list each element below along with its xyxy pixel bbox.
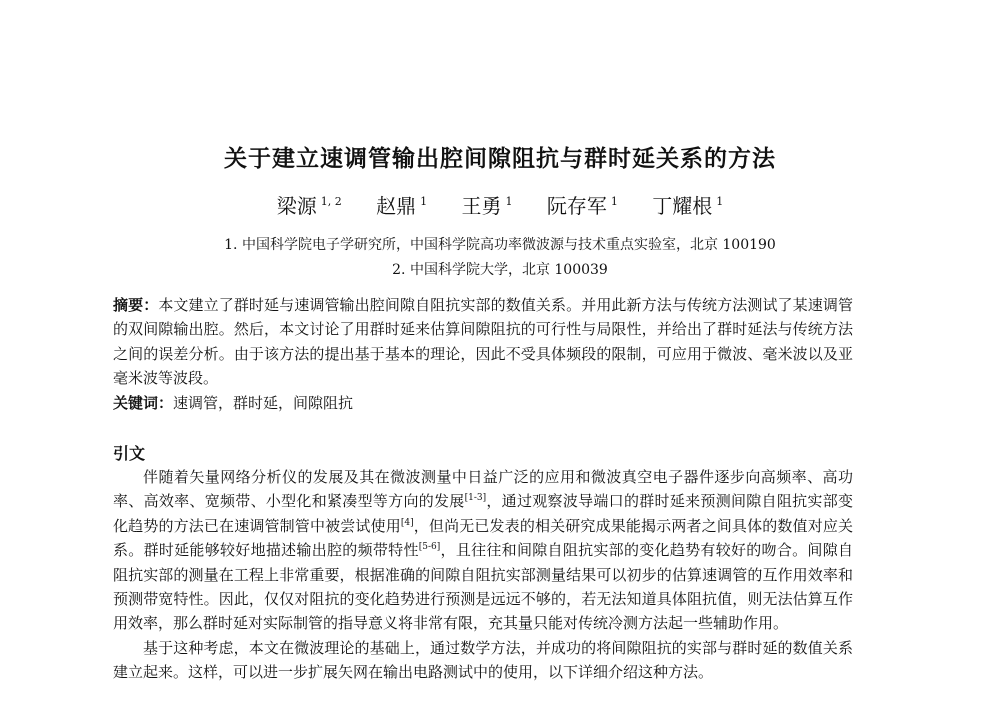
keywords-label: 关键词： <box>113 394 174 412</box>
citation[interactable]: [4] <box>400 517 414 528</box>
author: 丁耀根 $^1$ <box>652 194 724 218</box>
keywords-text: 速调管，群时延，间隙阻抗 <box>173 394 354 412</box>
abstract-text: 本文建立了群时延与速调管输出腔间隙自阻抗实部的数值关系。并用此新方法与传统方法测试了某速调管的双间隙输出腔。然后，本文讨论了用群时延来估算间隙阻抗的可行性与局限性，并给出了群时延法与传统方法之间的误差分析。由于该方法的提出基于基本的理论，因此不受具体频段的限制，可应用于微波、毫米波以及亚毫米波等波段。 <box>113 296 853 388</box>
affiliation-1: 1. 中国科学院电子学研究所，中国科学院高功率微波源与技术重点实验室，北京 100190 <box>224 237 776 253</box>
paragraph: 伴随着矢量网络分析仪的发展及其在微波测量中日益广泛的应用和微波真空电子器件逐步向高频率、高功率、高效率、宽频带、小型化和紧凑型等方向的发展[1-3]，通过观察波导端口的群时延来预测间隙自阻抗实部变化趋势的方法已在速调管制管中被尝试使用[4]，但尚无已发表的相关研究成果能揭示两者之间具体的数值对应关系。群时延能够较好地描述输出腔的频带特性[5-6]，且往往和间隙自阻抗实部的变化趋势有较好的吻合。间隙自阻抗实部的测量在工程上非常重要，根据准确的间隙自阻抗实部测量结果可以初步的估算速调管的互作用效率和预测带宽特性。因此，仅仅对阻抗的变化趋势进行预测是远远不够的，若无法知道具体阻抗值，则无法估算互作用效率，那么群时延对实际制管的指导意义将非常有限，充其量只能对传统冷测方法起一些辅助作用。 <box>113 468 853 633</box>
author: 赵鼎 $^1$ <box>376 194 428 218</box>
body-text <box>113 465 853 685</box>
abstract-label: 摘要： <box>113 296 159 314</box>
section-heading: 引文 <box>113 444 146 463</box>
citation[interactable]: [5-6] <box>418 542 441 553</box>
author: 王勇 $^1$ <box>461 194 513 218</box>
author: 阮存军 $^1$ <box>546 194 618 218</box>
citation[interactable]: [1-3] <box>464 493 487 504</box>
author-list <box>0 190 1000 219</box>
paragraph: 基于这种考虑，本文在微波理论的基础上，通过数学方法，并成功的将间隙阻抗的实部与群时延的数值关系建立起来。这样，可以进一步扩展矢网在输出电路测试中的使用，以下详细介绍这种方法。 <box>113 638 853 682</box>
abstract <box>113 293 853 391</box>
affiliation-2: 2. 中国科学院大学，北京 100039 <box>392 262 608 278</box>
keywords <box>113 392 853 413</box>
paper-title: 关于建立速调管输出腔间隙阻抗与群时延关系的方法 <box>224 146 776 172</box>
author: 梁源 $^{1, 2}$ <box>276 194 342 218</box>
